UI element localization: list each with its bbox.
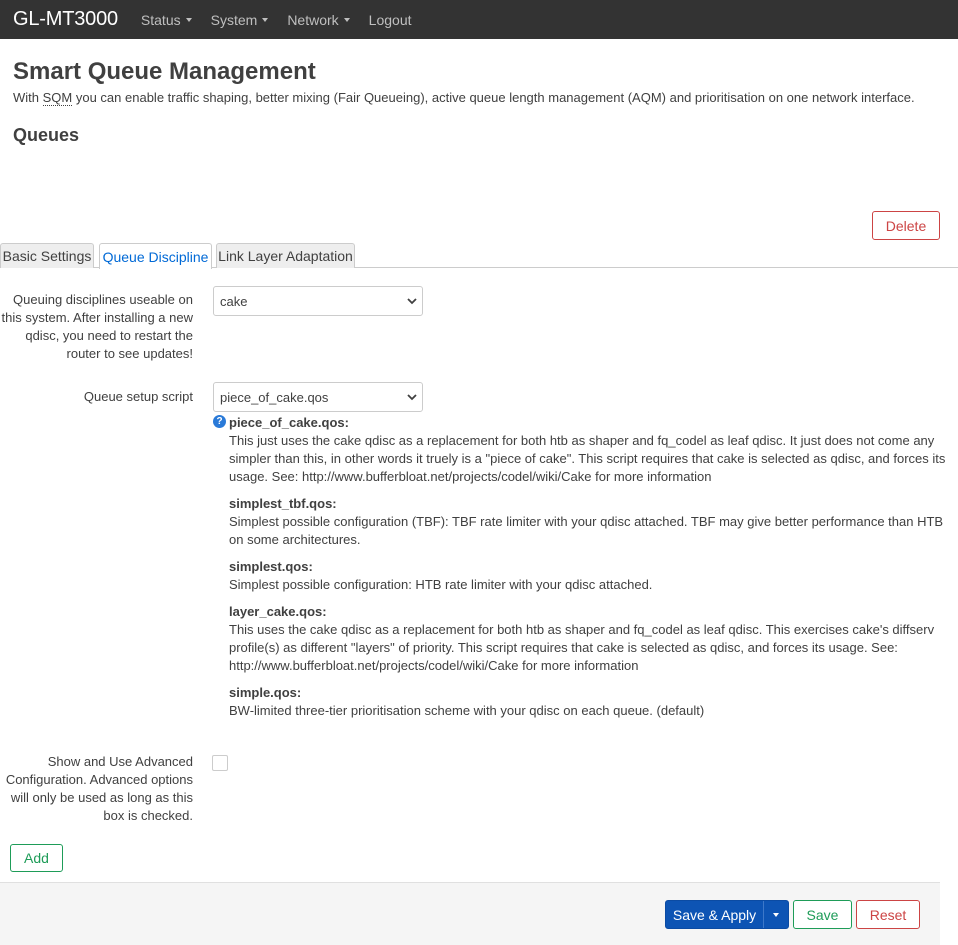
page-title: Smart Queue Management — [13, 58, 316, 85]
chevron-down-icon — [773, 913, 779, 917]
nav-network[interactable] — [287, 12, 349, 28]
nav-system-label: System — [210, 11, 258, 28]
help-item — [229, 603, 950, 675]
help-item-name: piece_of_cake.qos: — [229, 415, 349, 430]
save-button[interactable]: Save — [793, 900, 852, 929]
qdisc-label: Queuing disciplines useable on this system. After installing a new qdisc, you need to restart the router to see updates! — [1, 292, 193, 361]
help-body — [229, 414, 950, 720]
advanced-checkbox[interactable] — [212, 755, 228, 771]
nav-network-label: Network — [287, 11, 339, 28]
add-button[interactable]: Add — [10, 844, 63, 872]
tab-queue-discipline[interactable]: Queue Discipline — [99, 243, 212, 269]
brand-logo[interactable]: GL-MT3000 — [13, 8, 118, 30]
nav-logout[interactable] — [369, 12, 412, 28]
question-circle-icon: ? — [213, 415, 226, 428]
delete-button[interactable]: Delete — [872, 211, 940, 240]
help-item-name: layer_cake.qos: — [229, 604, 327, 619]
save-apply-button[interactable] — [665, 900, 789, 929]
reset-button[interactable]: Reset — [856, 900, 920, 929]
advanced-label: Show and Use Advanced Configuration. Advanced options will only be used as long as this box is checked. — [5, 754, 193, 823]
page-description — [13, 89, 953, 107]
help-item-name: simplest_tbf.qos: — [229, 496, 337, 511]
chevron-down-icon — [186, 18, 192, 22]
help-item-text: This just uses the cake qdisc as a replacement for both htb as shaper and fq_codel as leaf qdisc. It just does not come any simpler than this, in other words it truely is a "piece of cake". This script requires that cake is selected as qdisc, and forces its usage. See: http://www.bufferbloat.net/projects/codel/wiki/Cake for more information — [229, 433, 946, 484]
nav-status-label: Status — [140, 11, 181, 28]
action-footer — [0, 882, 940, 945]
script-label: Queue setup script — [83, 389, 193, 404]
save-apply-dropdown[interactable] — [764, 901, 788, 928]
script-select[interactable] — [213, 382, 423, 412]
main-content — [0, 58, 958, 923]
tab-bar — [0, 243, 958, 268]
help-item — [229, 684, 950, 720]
desc-prefix: With — [13, 90, 43, 105]
desc-suffix: you can enable traffic shaping, better mixing (Fair Queueing), active queue length management (AQM) and prioritisation on one network interface. — [72, 90, 915, 105]
nav-logout-label: Logout — [368, 11, 412, 28]
help-item — [229, 558, 950, 594]
help-item-text: This uses the cake qdisc as a replacement for both htb as shaper and fq_codel as leaf qdisc. This exercises cake's diffserv profile(s) as different "layers" of priority. This script requires that cake is selected as qdisc, and forces its usage. See: http://www.bufferbloat.net/projects/codel/wiki/Cake for more information — [229, 622, 935, 673]
help-item-name: simple.qos: — [229, 685, 302, 700]
tab-basic-settings[interactable]: Basic Settings — [0, 243, 94, 268]
save-apply-label[interactable]: Save & Apply — [666, 901, 764, 928]
chevron-down-icon — [344, 18, 350, 22]
section-title: Queues — [13, 125, 80, 145]
qdisc-select[interactable] — [213, 286, 423, 316]
script-help — [213, 414, 950, 729]
help-item-text: Simplest possible configuration (TBF): TBF rate limiter with your qdisc attached. TBF may give better performance than HTB on some architectures. — [229, 514, 944, 547]
help-item-name: simplest.qos: — [229, 559, 313, 574]
help-item-text: Simplest possible configuration: HTB rate limiter with your qdisc attached. — [229, 577, 653, 592]
help-item — [229, 495, 950, 549]
help-item-text: BW-limited three-tier prioritisation scheme with your qdisc on each queue. (default) — [229, 703, 705, 718]
nav-status[interactable] — [141, 12, 192, 28]
nav-system[interactable] — [211, 12, 269, 28]
sqm-abbr: SQM — [42, 90, 73, 105]
tab-link-layer-adaptation[interactable]: Link Layer Adaptation — [216, 243, 355, 268]
top-navbar — [0, 0, 958, 39]
help-item — [229, 414, 950, 486]
chevron-down-icon — [262, 18, 268, 22]
